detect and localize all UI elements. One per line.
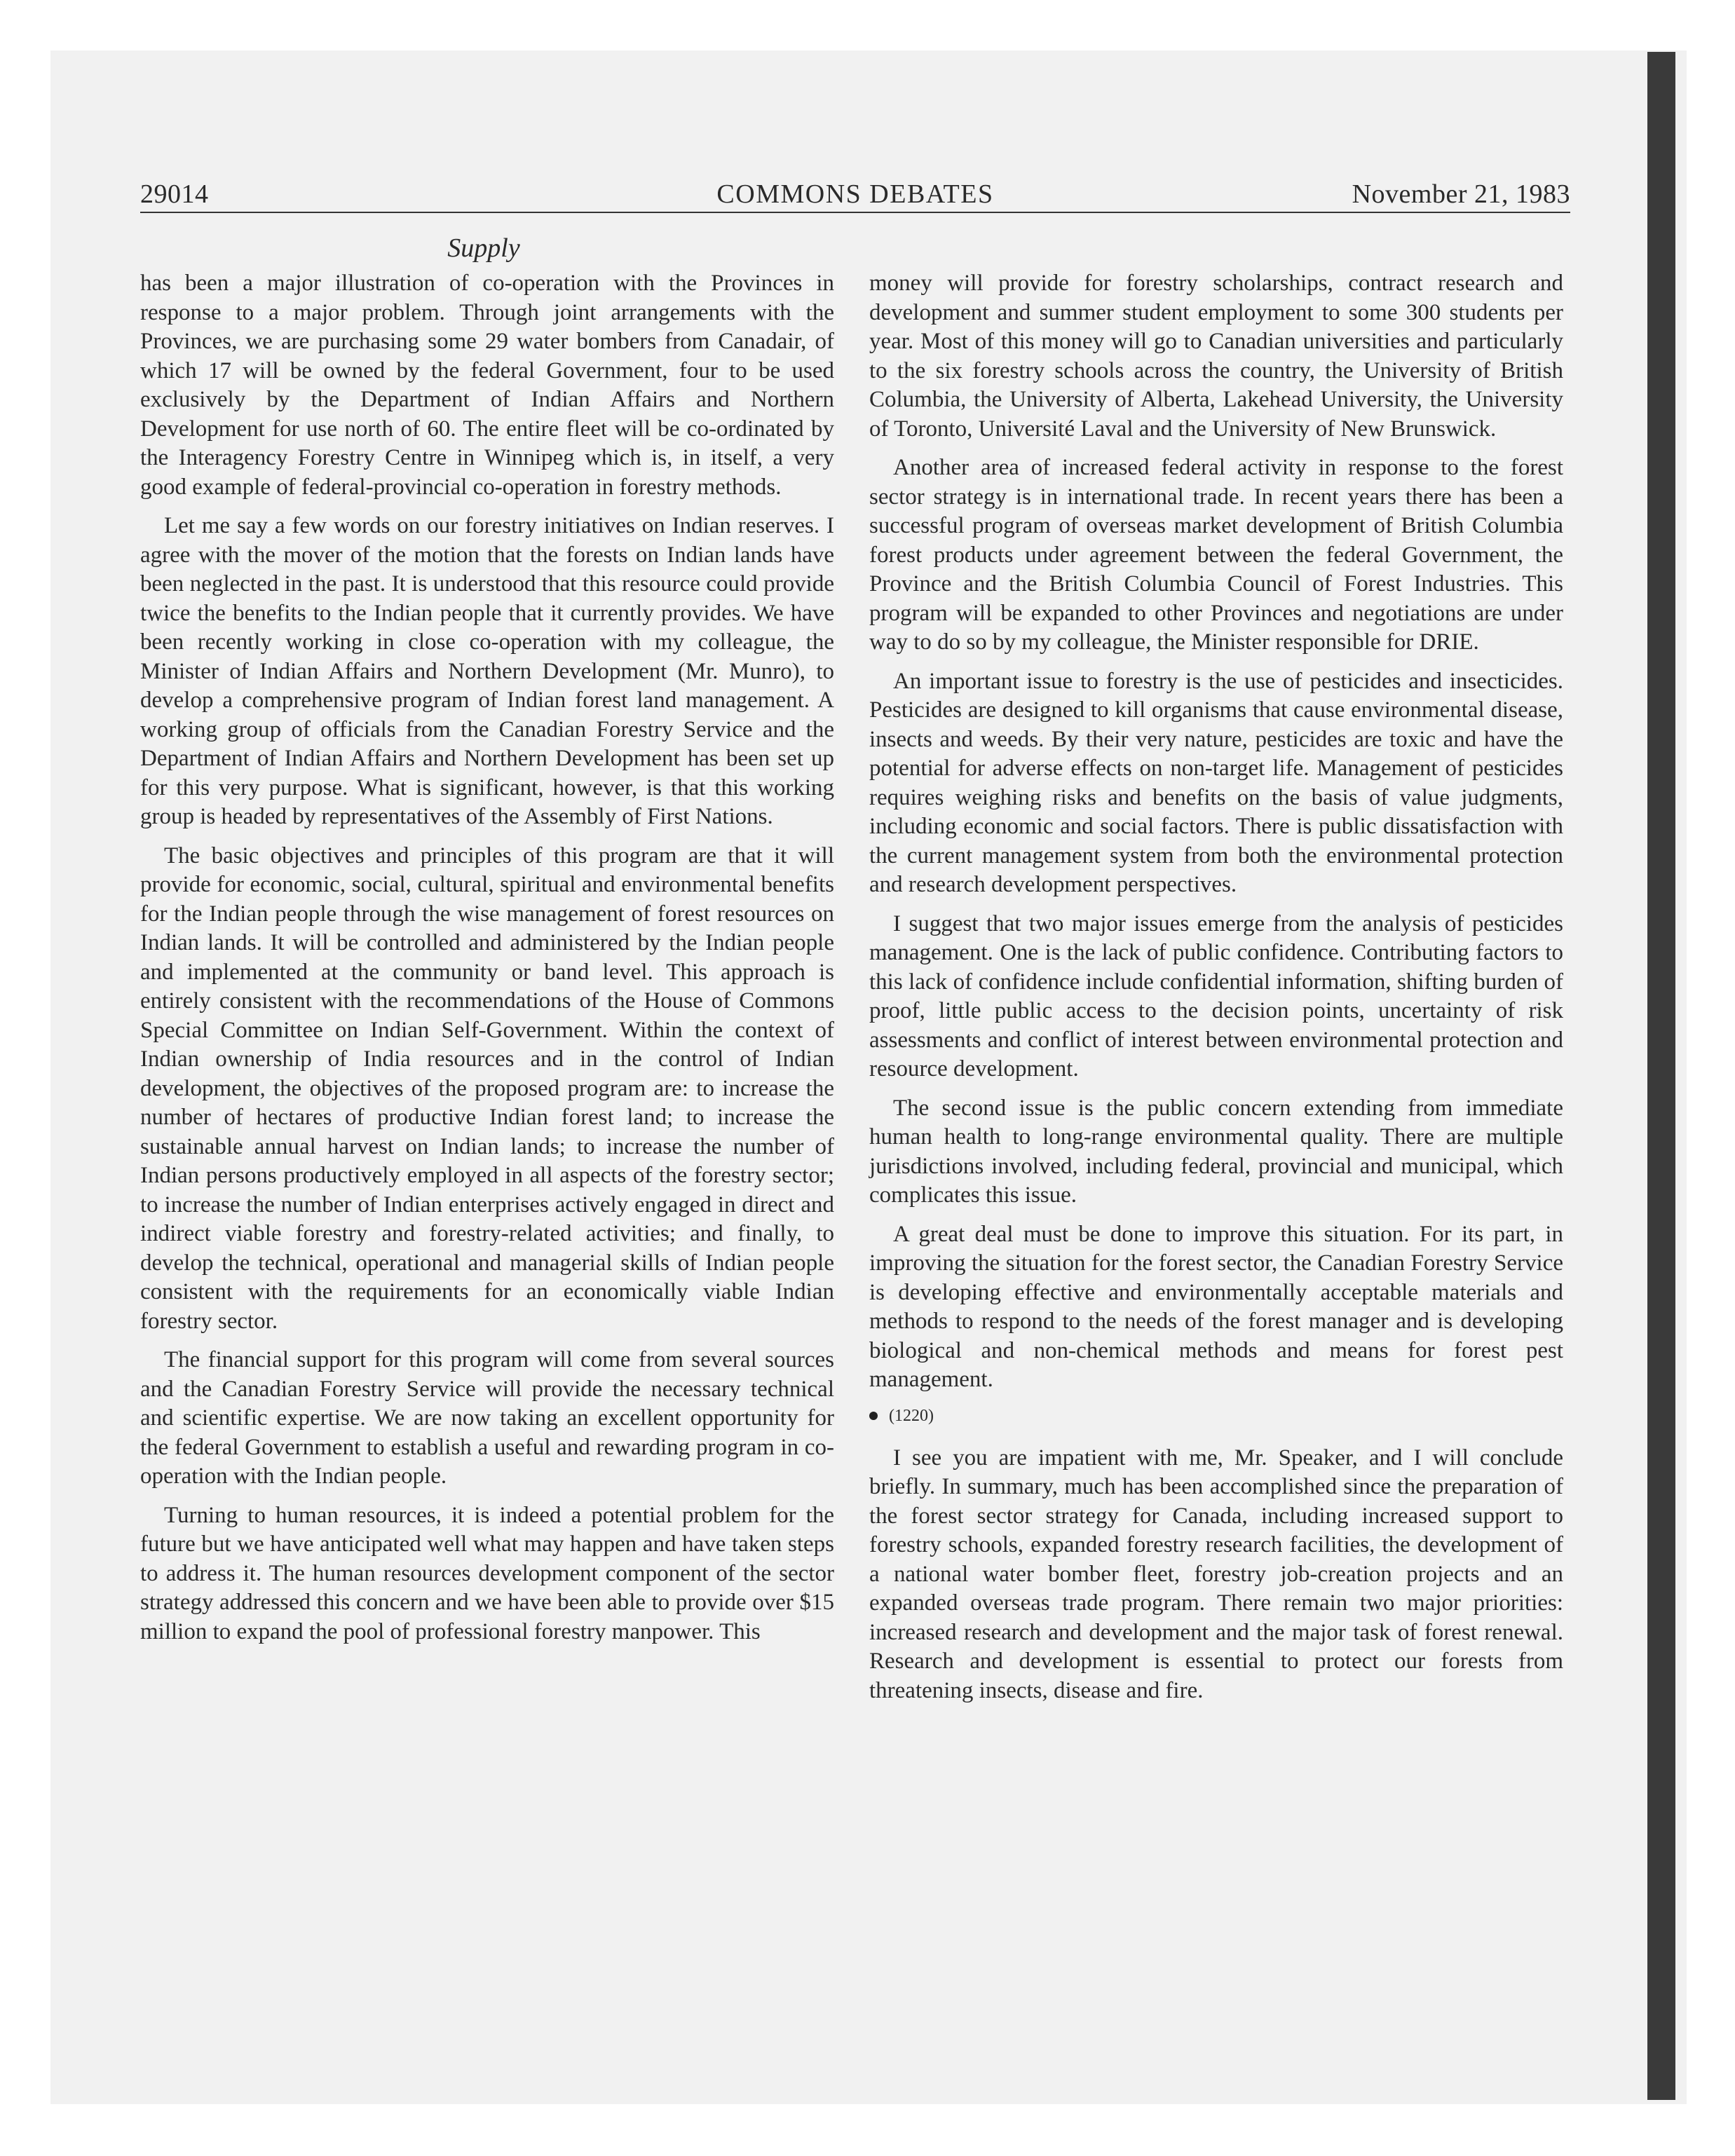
paragraph: I suggest that two major issues emerge from the analysis of pesticides management. One is the lack of public confidence. Contributing factors to this lack of confidence include confidential information, shifting burden of proof, little public access to the decision points, uncertainty of risk assessments and conflict of interest between environmental protection and resource development.: [869, 910, 1563, 1082]
publication-date: November 21, 1983: [1352, 179, 1570, 209]
paragraph: money will provide for forestry scholarships, contract research and development and summer student employment to some 300 students per year. Most of this money will go to Canadian universities and particularly to the six forestry schools across the country, the University of British Columbia, the University of Alberta, Lakehead University, the University of Toronto, Université Laval and the University of New Brunswick.: [869, 271, 1563, 442]
scan-edge-bar: [1647, 52, 1675, 2100]
page-header: [140, 179, 1570, 214]
right-column: [869, 269, 1563, 1715]
publication-title: COMMONS DEBATES: [716, 179, 994, 209]
left-column: [140, 269, 834, 1656]
header-rule: [140, 212, 1570, 213]
running-head: Supply: [447, 233, 520, 263]
paragraph: Another area of increased federal activity in response to the forest sector strategy is in international trade. In recent years there has been a successful program of overseas market development of British Columbia forest products under agreement between the federal Government, the Province and the British Columbia Council of Forest Industries. This program will be expanded to other Provinces and negotiations are under way to do so by my colleague, the Minister responsible for DRIE.: [869, 455, 1563, 655]
page-number: 29014: [140, 179, 209, 209]
paragraph: A great deal must be done to improve this situation. For its part, in improving the situation for the forest sector, the Canadian Forestry Service is developing effective and environmentally acceptable materials and methods to respond to the needs of the forest manager and is developing biological and non-chemical methods and means for forest pest management.: [869, 1221, 1563, 1392]
paragraph: Let me say a few words on our forestry initiatives on Indian reserves. I agree with the mover of the motion that the forests on Indian lands have been neglected in the past. It is understood that this resource could provide twice the benefits to the Indian people that it currently provides. We have been recently working in close co-operation with my colleague, the Minister of Indian Affairs and Northern Development (Mr. Munro), to develop a comprehensive program of Indian forest land management. A working group of officials from the Canadian Forestry Service and the Department of Indian Affairs and Northern Development has been set up for this very purpose. What is significant, however, is that this working group is headed by representatives of the Assembly of First Nations.: [140, 513, 834, 829]
paragraph: I see you are impatient with me, Mr. Speaker, and I will conclude briefly. In summary, much has been accomplished since the preparation of the forest sector strategy for Canada, including increased support to forestry schools, expanded forestry research facilities, the development of a national water bomber fleet, forestry job-creation projects and an expanded overseas trade program. There remain two major priorities: increased research and development and the major task of forest renewal. Research and development is essential to protect our forests from threatening insects, disease and fire.: [869, 1445, 1563, 1703]
paragraph: Turning to human resources, it is indeed a potential problem for the future but we have anticipated well what may happen and have taken steps to address it. The human resources development component of the sector strategy addressed this concern and we have been able to provide over $15 million to expand the pool of professional forestry manpower. This: [140, 1502, 834, 1644]
bullet-icon: [869, 1412, 878, 1420]
paragraph: The basic objectives and principles of this program are that it will provide for economic, social, cultural, spiritual and environmental benefits for the Indian people through the wise management of forest resources on Indian lands. It will be controlled and administered by the Indian people and implemented at the community or band level. This approach is entirely consistent with the recommendations of the House of Commons Special Committee on Indian Self-Government. Within the context of Indian ownership of India resources and in the control of Indian development, the objectives of the proposed program are: to increase the number of hectares of productive Indian forest land; to increase the sustainable annual harvest on Indian lands; to increase the number of Indian persons productively employed in all aspects of the forestry sector; to increase the number of Indian enterprises actively engaged in direct and indirect viable forestry and forestry-related activities; and finally, to develop the technical, operational and managerial skills of Indian people consistent with the requirements for an economically viable Indian forestry sector.: [140, 842, 834, 1334]
paragraph: The financial support for this program will come from several sources and the Canadian Forestry Service will provide the necessary technical and scientific expertise. We are now taking an excellent opportunity for the federal Government to establish a useful and rewarding program in co-operation with the Indian people.: [140, 1347, 834, 1489]
paragraph: An important issue to forestry is the use of pesticides and insecticides. Pesticides are designed to kill organisms that cause environmental disease, insects and weeds. By their very nature, pesticides are toxic and have the potential for adverse effects on non-target life. Management of pesticides requires weighing risks and benefits on the basis of value judgments, including economic and social factors. There is public dissatisfaction with the current management system from both the environmental protection and research development perspectives.: [869, 668, 1563, 897]
paragraph: The second issue is the public concern extending from immediate human health to long-range environmental quality. There are multiple jurisdictions involved, including federal, provincial and municipal, which complicates this issue.: [869, 1095, 1563, 1208]
timestamp-marker: [869, 1405, 1563, 1427]
timestamp-text: (1220): [889, 1406, 934, 1425]
paragraph: has been a major illustration of co-operation with the Provinces in response to a major problem. Through joint arrangements with the Provinces, we are purchasing some 29 water bombers from Canadair, of which 17 will be owned by the federal Government, four to be used exclusively by the Department of Indian Affairs and Northern Development for use north of 60. The entire fleet will be co-ordinated by the Interagency Forestry Centre in Winnipeg which is, in itself, a very good example of federal-provincial co-operation in forestry methods.: [140, 271, 834, 500]
